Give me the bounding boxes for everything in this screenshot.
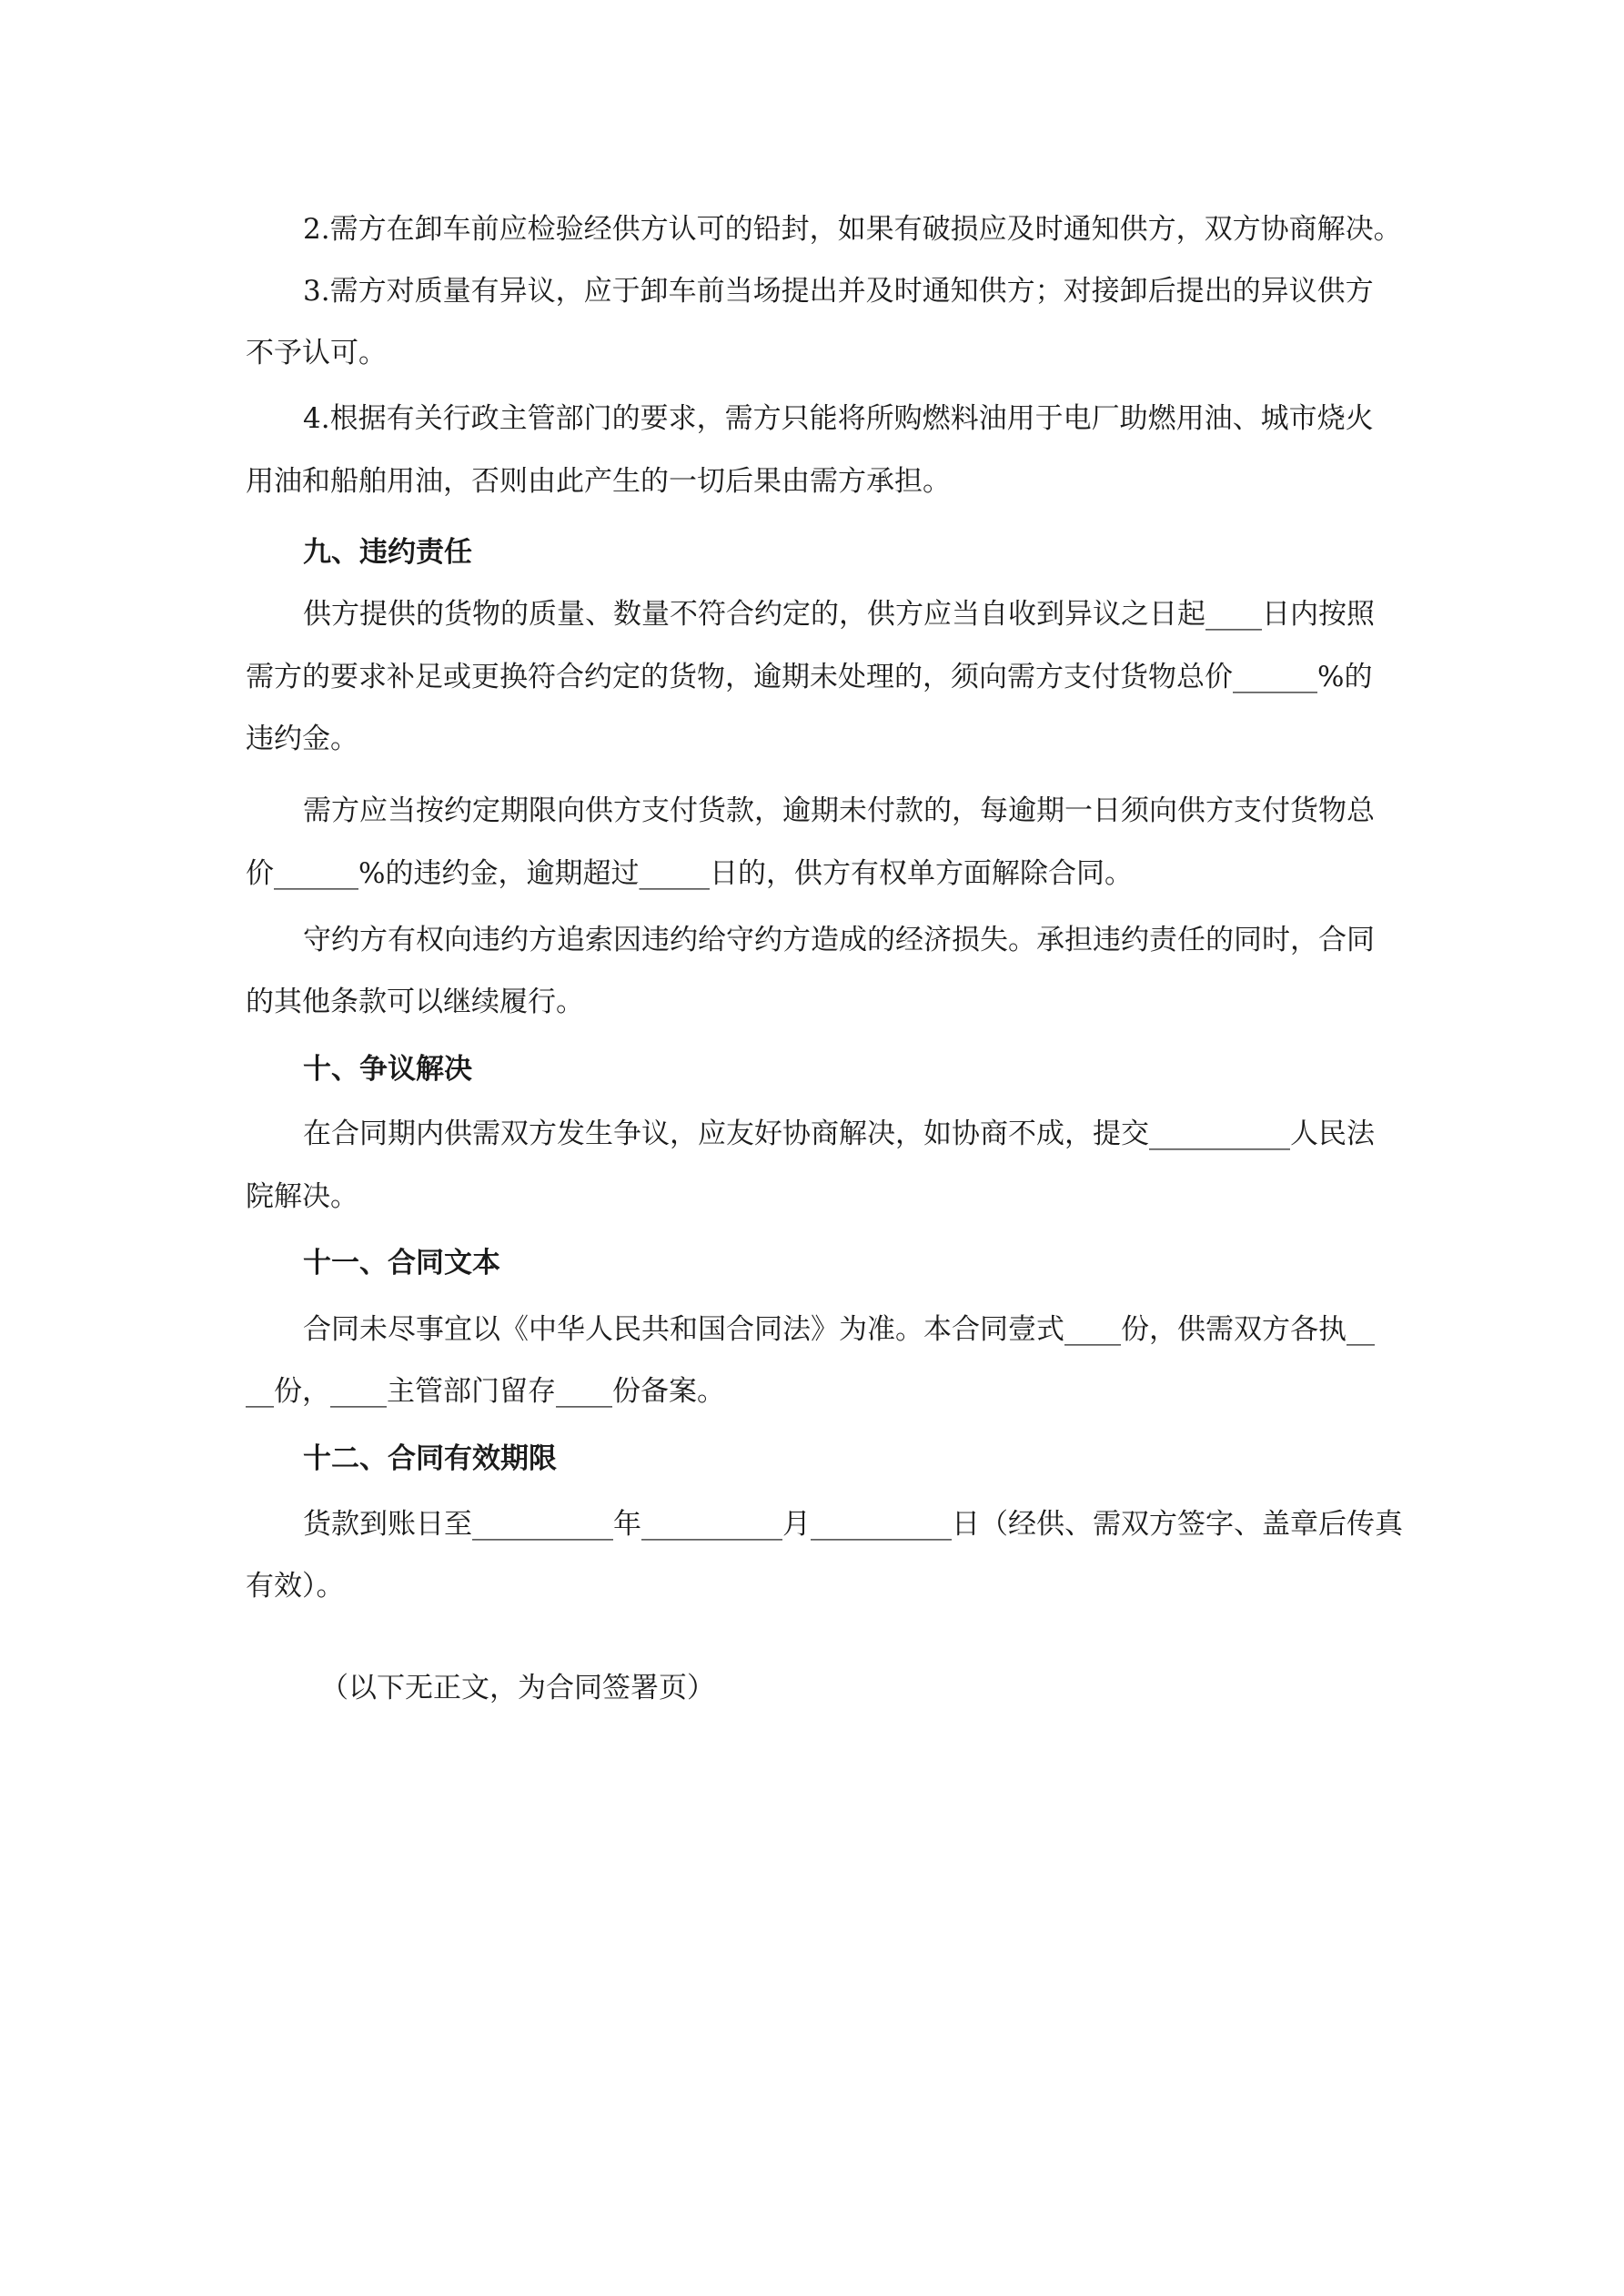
section-12-para-1-line-1: 货款到账日至__________年__________月__________日（经供、需双方签字、盖章后传真 bbox=[303, 1508, 1403, 1541]
section-11-para-1-line-2: __份，____主管部门留存____份备案。 bbox=[246, 1375, 725, 1408]
section-10-para-1-line-2: 院解决。 bbox=[246, 1180, 358, 1213]
section-9-para-1-line-3: 违约金。 bbox=[246, 723, 358, 755]
section-11-heading: 十一、合同文本 bbox=[303, 1247, 500, 1279]
section-10-heading: 十、争议解决 bbox=[303, 1053, 472, 1086]
clause-8-4-line-2: 用油和船舶用油，否则由此产生的一切后果由需方承担。 bbox=[246, 465, 951, 498]
section-9-para-2-line-1: 需方应当按约定期限向供方支付货款，逾期未付款的，每逾期一日须向供方支付货物总 bbox=[303, 794, 1375, 827]
clause-8-3-line-1: 3.需方对质量有异议，应于卸车前当场提出并及时通知供方；对接卸后提出的异议供方 bbox=[303, 275, 1374, 308]
end-note: （以下无正文，为合同签署页） bbox=[320, 1672, 715, 1704]
clause-8-4-line-1: 4.根据有关行政主管部门的要求，需方只能将所购燃料油用于电厂助燃用油、城市烧火 bbox=[303, 402, 1374, 435]
section-9-para-1-line-1: 供方提供的货物的质量、数量不符合约定的，供方应当自收到异议之日起____日内按照 bbox=[303, 598, 1375, 631]
section-9-para-3-line-1: 守约方有权向违约方追索因违约给守约方造成的经济损失。承担违约责任的同时，合同 bbox=[303, 924, 1375, 956]
section-12-para-1-line-2: 有效）。 bbox=[246, 1570, 345, 1603]
section-11-para-1-line-1: 合同未尽事宜以《中华人民共和国合同法》为准。本合同壹式____份，供需双方各执__ bbox=[303, 1313, 1375, 1346]
section-9-para-2-line-2: 价______%的违约金，逾期超过_____日的，供方有权单方面解除合同。 bbox=[246, 857, 1133, 890]
clause-8-3-line-2: 不予认可。 bbox=[246, 337, 387, 369]
clause-8-2: 2.需方在卸车前应检验经供方认可的铅封，如果有破损应及时通知供方，双方协商解决。 bbox=[303, 213, 1402, 246]
section-10-para-1-line-1: 在合同期内供需双方发生争议，应友好协商解决，如协商不成，提交__________人民法 bbox=[303, 1118, 1375, 1150]
section-12-heading: 十二、合同有效期限 bbox=[303, 1442, 557, 1475]
section-9-para-3-line-2: 的其他条款可以继续履行。 bbox=[246, 986, 584, 1018]
section-9-heading: 九、违约责任 bbox=[303, 536, 472, 569]
section-9-para-1-line-2: 需方的要求补足或更换符合约定的货物，逾期未处理的，须向需方支付货物总价______%的 bbox=[246, 661, 1373, 693]
